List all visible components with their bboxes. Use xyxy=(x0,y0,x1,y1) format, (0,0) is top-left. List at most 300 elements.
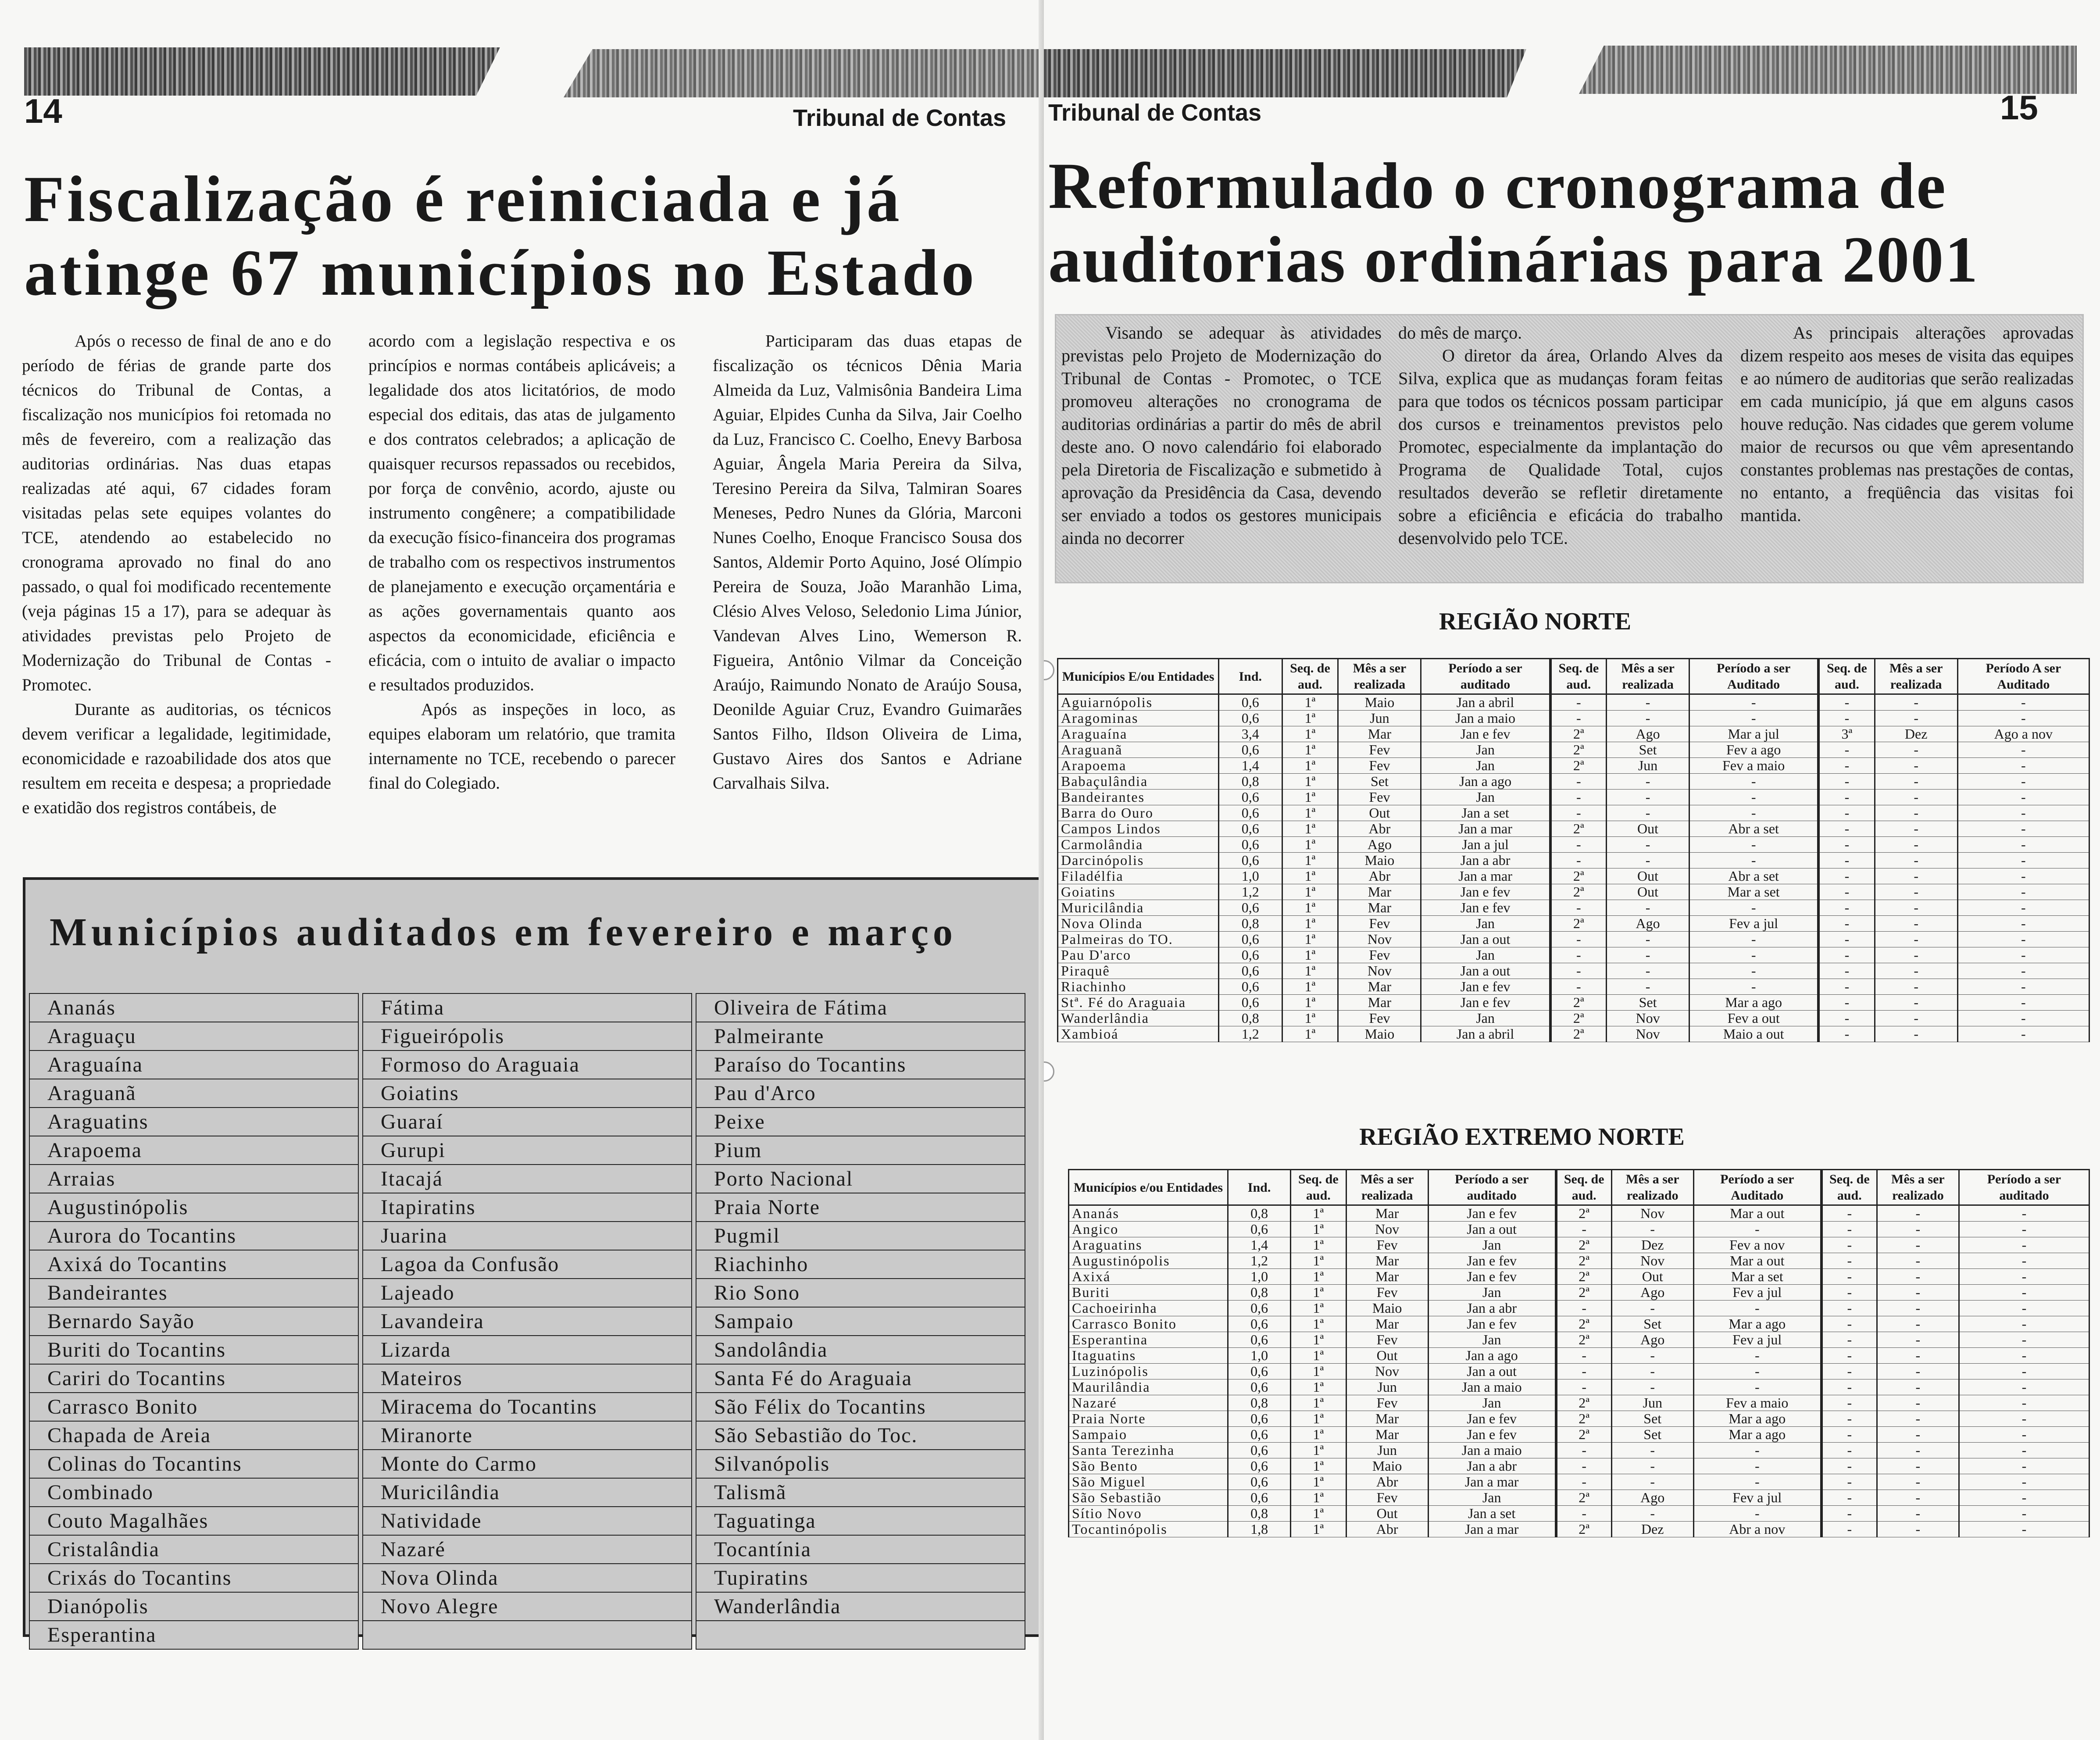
municipality-cell: Bandeirantes xyxy=(29,1278,359,1308)
table-cell: - xyxy=(1877,1427,1959,1443)
table-cell: 1ª xyxy=(1282,837,1338,853)
table-cell: 2ª xyxy=(1550,821,1607,837)
paragraph: acordo com a legislação respectiva e os princípios e normas contábeis aplicáveis; a legalidade dos atos licitatórios, de modo especial dos editais, das atas de julgamento e dos contratos celebrados; a aplicação de quaisquer recursos repassados ou recebidos, por força de convênio, acordo, ajuste ou instrumento congênere; a compatibilidade da execução físico-financeira dos programas de trabalho com os respectivos instrumentos de planejamento e execução orçamentária e as ações governamentais quanto aos aspectos da economicidade, eficiência e eficácia, com o intuito de avaliar o impacto e resultados produzidos. xyxy=(368,332,675,694)
municipality-name-cell: Araguanã xyxy=(1058,742,1219,758)
table-cell: 0,6 xyxy=(1228,1316,1291,1332)
table-cell: Maio xyxy=(1338,853,1421,868)
table-cell: Nov xyxy=(1338,963,1421,979)
table-cell: Nov xyxy=(1346,1222,1428,1237)
table-cell: - xyxy=(1550,853,1607,868)
table-cell: Mar xyxy=(1346,1269,1428,1285)
page-number: 15 xyxy=(2000,88,2038,127)
table-cell: Out xyxy=(1346,1506,1428,1522)
table-cell: - xyxy=(1821,1253,1877,1269)
municipality-cell: Carrasco Bonito xyxy=(29,1392,359,1422)
table-cell: Set xyxy=(1607,742,1689,758)
table-cell: Jan e fev xyxy=(1428,1269,1556,1285)
municipality-name-cell: Itaguatins xyxy=(1069,1348,1228,1364)
table-cell: - xyxy=(1957,995,2089,1011)
table-cell: Ago xyxy=(1611,1285,1693,1301)
municipality-cell: Porto Nacional xyxy=(696,1164,1025,1193)
table-cell: 0,6 xyxy=(1218,711,1282,726)
table-cell: 1,8 xyxy=(1228,1522,1291,1537)
table-cell: - xyxy=(1818,837,1875,853)
table-cell: Nov xyxy=(1607,1011,1689,1026)
table-cell: - xyxy=(1877,1348,1959,1364)
table-cell: Fev a jul xyxy=(1693,1332,1821,1348)
municipality-name-cell: Cachoeirinha xyxy=(1069,1301,1228,1316)
table-cell: - xyxy=(1957,947,2089,963)
table-cell: Mar xyxy=(1338,884,1421,900)
municipality-name-cell: Augustinópolis xyxy=(1069,1253,1228,1269)
table-cell: - xyxy=(1959,1522,2089,1537)
table-cell: - xyxy=(1821,1285,1877,1301)
table-row xyxy=(1069,1285,2089,1301)
table-cell: - xyxy=(1607,805,1689,821)
municipality-name-cell: Santa Terezinha xyxy=(1069,1443,1228,1458)
municipality-cell: Gurupi xyxy=(362,1136,692,1165)
paragraph: Participaram das duas etapas de fiscalização os técnicos Dênia Maria Almeida da Luz, Valmisônia Bandeira Lima Aguiar, Elpides Cunha da Silva, Jair Coelho da Luz, Francisco C. Coelho, Enevy Barbosa Aguiar, Ângela Maria Pereira da Silva, Teresino Pereira da Silva, Talmiran Soares Meneses, Pedro Nunes da Glória, Marconi Nunes Coelho, Enoque Francisco Sousa dos Santos, Aldemir Porto Aquino, José Olímpio Pereira de Souza, João Maranhão Lima, Clésio Alves Veloso, Seledonio Lima Júnior, Vandevan Alves Lino, Wemerson R. Figueira, Antônio Vilmar da Conceição Araújo, Raimundo Nonato de Araújo Sousa, Deonilde Aguiar Cruz, Evandro Guimarães Santos Filho, Ildson Oliveira de Lima, Gustavo Aires dos Santos e Adriane Carvalhais Silva. xyxy=(713,332,1022,793)
intro-box xyxy=(1055,314,2084,583)
table-row xyxy=(1069,1332,2089,1348)
table-cell: - xyxy=(1550,711,1607,726)
table-cell: - xyxy=(1689,774,1819,790)
table-cell: 0,6 xyxy=(1218,947,1282,963)
table-cell: Fev xyxy=(1346,1285,1428,1301)
table-cell: Fev a maio xyxy=(1693,1395,1821,1411)
column-header: Período a ser Auditado xyxy=(1693,1170,1821,1205)
municipalities-column-3 xyxy=(696,994,1025,1650)
table-cell: - xyxy=(1689,711,1819,726)
table-cell: Mar xyxy=(1346,1411,1428,1427)
table-cell: - xyxy=(1550,837,1607,853)
municipality-name-cell: Carrasco Bonito xyxy=(1069,1316,1228,1332)
municipalities-column-2 xyxy=(362,994,692,1650)
paragraph: O diretor da área, Orlando Alves da Silva, explica que as mudanças foram feitas para que todos os técnicos possam participar dos cursos e treinamentos previstos pelo Promotec, especialmente da implantação do Programa de Qualidade Total, cujos resultados deverão se refletir diretamente sobre a eficiência e eficácia do trabalho desenvolvido pelo TCE. xyxy=(1398,346,1723,548)
municipality-name-cell: São Bento xyxy=(1069,1458,1228,1474)
paragraph: Após as inspeções in loco, as equipes elaboram um relatório, que tramita internamente no TCE, recebendo o parecer final do Colegiado. xyxy=(368,700,675,793)
municipality-name-cell: Sampaio xyxy=(1069,1427,1228,1443)
table-cell: Dez xyxy=(1611,1237,1693,1253)
table-row xyxy=(1058,916,2089,932)
staple-hole xyxy=(1044,1061,1054,1082)
table-row xyxy=(1058,995,2089,1011)
municipality-cell: Peixe xyxy=(696,1107,1025,1136)
column-header: Período A ser Auditado xyxy=(1957,659,2089,694)
table-cell: - xyxy=(1689,694,1819,711)
table-cell: - xyxy=(1821,1237,1877,1253)
municipality-cell: Wanderlândia xyxy=(696,1592,1025,1621)
table-cell: 0,8 xyxy=(1218,1011,1282,1026)
table-cell: Fev xyxy=(1346,1332,1428,1348)
table-cell: 1ª xyxy=(1291,1506,1346,1522)
table-cell: - xyxy=(1818,868,1875,884)
table-cell: - xyxy=(1818,1011,1875,1026)
table-cell: - xyxy=(1957,837,2089,853)
table-cell: Ago a nov xyxy=(1957,726,2089,742)
municipality-name-cell: Ananás xyxy=(1069,1205,1228,1222)
table-cell: Jan a abr xyxy=(1428,1301,1556,1316)
table-cell: 2ª xyxy=(1550,758,1607,774)
table-cell: - xyxy=(1821,1379,1877,1395)
paragraph: Após o recesso de final de ano e do período de férias de grande parte dos técnicos do Tribunal de Contas, a fiscalização nos municípios foi retomada no mês de fevereiro, com a realização das auditorias ordinárias. Nas duas etapas realizadas até aqui, 67 cidades foram visitadas pelas sete equipes volantes do TCE, atendendo ao estabelecido no cronograma aprovado no final do ano passado, o qual foi modificado recentemente (veja páginas 15 a 17), para se adequar às atividades previstas pelo Projeto de Modernização do Tribunal de Contas - Promotec. xyxy=(22,332,331,694)
table-cell: - xyxy=(1877,1379,1959,1395)
table-cell: 0,6 xyxy=(1228,1458,1291,1474)
table-cell: 1ª xyxy=(1282,726,1338,742)
table-cell: - xyxy=(1818,853,1875,868)
table-cell: - xyxy=(1959,1395,2089,1411)
table-cell: 1,4 xyxy=(1218,758,1282,774)
table-cell: 1ª xyxy=(1282,774,1338,790)
table-row xyxy=(1069,1348,2089,1364)
table-cell: 0,6 xyxy=(1228,1474,1291,1490)
table-cell: - xyxy=(1959,1332,2089,1348)
table-cell: - xyxy=(1877,1443,1959,1458)
table-cell: Mar a jul xyxy=(1689,726,1819,742)
table-row xyxy=(1058,837,2089,853)
municipality-name-cell: Esperantina xyxy=(1069,1332,1228,1348)
intro-column-3 xyxy=(1740,322,2074,527)
table-cell: - xyxy=(1821,1474,1877,1490)
table-cell: 1ª xyxy=(1291,1205,1346,1222)
municipality-cell: Riachinho xyxy=(696,1250,1025,1279)
table-cell: - xyxy=(1877,1411,1959,1427)
municipality-cell: Praia Norte xyxy=(696,1193,1025,1222)
table-cell: 0,6 xyxy=(1218,932,1282,947)
table-cell: - xyxy=(1957,821,2089,837)
table-cell: 1ª xyxy=(1291,1490,1346,1506)
table-cell: Jun xyxy=(1346,1443,1428,1458)
table-cell: - xyxy=(1689,805,1819,821)
municipality-cell: Araguatins xyxy=(29,1107,359,1136)
table-cell: Fev a out xyxy=(1689,1011,1819,1026)
table-row xyxy=(1069,1269,2089,1285)
table-cell: - xyxy=(1818,758,1875,774)
table-cell: - xyxy=(1611,1458,1693,1474)
table-cell: - xyxy=(1959,1490,2089,1506)
table-cell: - xyxy=(1550,947,1607,963)
table-cell: 1ª xyxy=(1291,1443,1346,1458)
table-cell: 0,8 xyxy=(1228,1395,1291,1411)
municipality-cell: Lajeado xyxy=(362,1278,692,1308)
table-row xyxy=(1058,726,2089,742)
table-cell: Out xyxy=(1346,1348,1428,1364)
municipality-name-cell: Praia Norte xyxy=(1069,1411,1228,1427)
table-cell: 1ª xyxy=(1282,979,1338,995)
headline-line-2: auditorias ordinárias para 2001 xyxy=(1048,223,1979,296)
table-cell: 0,6 xyxy=(1218,853,1282,868)
table-cell: 1ª xyxy=(1282,821,1338,837)
municipality-cell: Crixás do Tocantins xyxy=(29,1563,359,1593)
box-title: Municípios auditados em fevereiro e março xyxy=(50,911,957,954)
table-cell: 2ª xyxy=(1550,726,1607,742)
table-cell: 0,6 xyxy=(1228,1411,1291,1427)
table-cell: Jan a out xyxy=(1421,932,1550,947)
table-cell: 1,2 xyxy=(1218,884,1282,900)
table-row xyxy=(1058,853,2089,868)
table-cell: Jan e fev xyxy=(1421,726,1550,742)
table-cell: Abr a set xyxy=(1689,821,1819,837)
table-row xyxy=(1058,805,2089,821)
table-cell: 1ª xyxy=(1291,1379,1346,1395)
table-cell: Fev xyxy=(1338,758,1421,774)
page-number: 14 xyxy=(24,92,62,130)
table-cell: - xyxy=(1957,979,2089,995)
table-header-row xyxy=(1069,1170,2089,1205)
municipality-cell: Aurora do Tocantins xyxy=(29,1221,359,1251)
table-row xyxy=(1069,1379,2089,1395)
table-cell: - xyxy=(1957,853,2089,868)
table-cell: Jan a out xyxy=(1421,963,1550,979)
table-cell: 1ª xyxy=(1291,1411,1346,1427)
municipality-cell: Araguaína xyxy=(29,1050,359,1079)
table-cell: 1ª xyxy=(1291,1364,1346,1379)
table-cell: 1ª xyxy=(1282,1011,1338,1026)
table-cell: - xyxy=(1875,758,1957,774)
table-cell: - xyxy=(1611,1222,1693,1237)
table-cell: - xyxy=(1875,884,1957,900)
municipality-cell: Miracema do Tocantins xyxy=(362,1392,692,1422)
header-band-left xyxy=(24,47,500,96)
municipality-name-cell: Palmeiras do TO. xyxy=(1058,932,1219,947)
table-cell: 2ª xyxy=(1556,1285,1612,1301)
table-cell: - xyxy=(1818,694,1875,711)
municipality-cell: Nazaré xyxy=(362,1535,692,1564)
table-cell: - xyxy=(1693,1348,1821,1364)
table-cell: - xyxy=(1957,932,2089,947)
municipality-cell: Figueirópolis xyxy=(362,1022,692,1051)
table-cell: Nov xyxy=(1607,1026,1689,1042)
headline xyxy=(24,162,977,310)
table-cell: - xyxy=(1607,963,1689,979)
table-cell: 1ª xyxy=(1282,711,1338,726)
table-cell: 2ª xyxy=(1556,1205,1612,1222)
table-cell: Mar xyxy=(1338,900,1421,916)
table-cell: - xyxy=(1877,1364,1959,1379)
table-row xyxy=(1069,1253,2089,1269)
municipality-cell: Novo Alegre xyxy=(362,1592,692,1621)
table-cell: - xyxy=(1959,1379,2089,1395)
municipality-cell xyxy=(696,1620,1025,1650)
table-cell: - xyxy=(1877,1490,1959,1506)
table-row xyxy=(1058,742,2089,758)
table-cell: Jan a set xyxy=(1428,1506,1556,1522)
table-row xyxy=(1058,884,2089,900)
table-cell: 2ª xyxy=(1550,995,1607,1011)
municipality-cell: Esperantina xyxy=(29,1620,359,1650)
table-cell: 1ª xyxy=(1282,805,1338,821)
municipality-name-cell: Piraquê xyxy=(1058,963,1219,979)
column-header: Municípios e/ou Entidades xyxy=(1069,1170,1228,1205)
table-cell: - xyxy=(1821,1269,1877,1285)
municipality-cell: Fátima xyxy=(362,993,692,1022)
paragraph: Durante as auditorias, os técnicos devem verificar a legalidade, legitimidade, economicidade e razoabilidade dos atos que resultem em receita e despesa; a propriedade e exatidão dos registros contábeis, de xyxy=(22,700,331,817)
table-cell: 0,6 xyxy=(1218,837,1282,853)
municipality-cell: Pugmil xyxy=(696,1221,1025,1251)
table-cell: - xyxy=(1821,1411,1877,1427)
table-cell: Abr a set xyxy=(1689,868,1819,884)
municipality-name-cell: Muricilândia xyxy=(1058,900,1219,916)
table-cell: - xyxy=(1875,853,1957,868)
municipality-cell: Itacajá xyxy=(362,1164,692,1193)
table-cell: Fev xyxy=(1338,790,1421,805)
table-cell: - xyxy=(1607,837,1689,853)
municipality-name-cell: São Sebastião xyxy=(1069,1490,1228,1506)
municipality-cell: São Félix do Tocantins xyxy=(696,1392,1025,1422)
municipality-cell: Dianópolis xyxy=(29,1592,359,1621)
table-cell: - xyxy=(1550,979,1607,995)
table-cell: Fev a jul xyxy=(1689,916,1819,932)
table-cell: Jan xyxy=(1428,1490,1556,1506)
table-cell: - xyxy=(1556,1443,1612,1458)
table-row xyxy=(1069,1506,2089,1522)
table-cell: Mar a out xyxy=(1693,1205,1821,1222)
table-cell: 0,6 xyxy=(1218,995,1282,1011)
table-cell: Ago xyxy=(1611,1490,1693,1506)
table-cell: Maio xyxy=(1346,1458,1428,1474)
table-cell: - xyxy=(1821,1395,1877,1411)
table-cell: 1ª xyxy=(1291,1222,1346,1237)
municipality-cell: Araguanã xyxy=(29,1079,359,1108)
table-row xyxy=(1058,1026,2089,1042)
municipality-cell: Oliveira de Fátima xyxy=(696,993,1025,1022)
table-cell: - xyxy=(1875,774,1957,790)
table-cell: - xyxy=(1957,790,2089,805)
table-row xyxy=(1058,947,2089,963)
table-cell: - xyxy=(1875,790,1957,805)
table-cell: - xyxy=(1957,742,2089,758)
table-row xyxy=(1058,1011,2089,1026)
table-cell: 2ª xyxy=(1556,1269,1612,1285)
table-cell: Nov xyxy=(1338,932,1421,947)
table-cell: Jan e fev xyxy=(1421,979,1550,995)
table-cell: - xyxy=(1957,916,2089,932)
table-cell: Mar a ago xyxy=(1693,1427,1821,1443)
table-cell: - xyxy=(1875,711,1957,726)
municipality-cell: Sampaio xyxy=(696,1307,1025,1336)
municipality-cell: Rio Sono xyxy=(696,1278,1025,1308)
municipality-name-cell: Wanderlândia xyxy=(1058,1011,1219,1026)
table-cell: Jan a out xyxy=(1428,1222,1556,1237)
table-cell: Jan xyxy=(1421,916,1550,932)
table-cell: Jan a maio xyxy=(1421,711,1550,726)
table-cell: Jan xyxy=(1428,1395,1556,1411)
headline-line-2: atinge 67 municípios no Estado xyxy=(24,236,977,309)
municipality-cell: Colinas do Tocantins xyxy=(29,1449,359,1479)
municipality-cell: Combinado xyxy=(29,1478,359,1507)
table-cell: - xyxy=(1877,1506,1959,1522)
table-cell: Out xyxy=(1611,1269,1693,1285)
table-cell: Set xyxy=(1611,1316,1693,1332)
table-cell: - xyxy=(1959,1222,2089,1237)
table-cell: - xyxy=(1875,979,1957,995)
table-cell: 1,0 xyxy=(1218,868,1282,884)
table-cell: - xyxy=(1957,758,2089,774)
table-cell: - xyxy=(1689,790,1819,805)
table-cell: 1ª xyxy=(1282,995,1338,1011)
table-cell: - xyxy=(1689,853,1819,868)
table-cell: - xyxy=(1877,1205,1959,1222)
table-cell: 1ª xyxy=(1291,1237,1346,1253)
table-row xyxy=(1058,694,2089,711)
table-cell: Fev xyxy=(1346,1395,1428,1411)
table-cell: - xyxy=(1818,963,1875,979)
table-row xyxy=(1069,1427,2089,1443)
table-cell: - xyxy=(1689,932,1819,947)
table-cell: 1ª xyxy=(1282,868,1338,884)
table-cell: - xyxy=(1821,1316,1877,1332)
table-cell: Mar a ago xyxy=(1693,1411,1821,1427)
table-cell: Maio xyxy=(1346,1301,1428,1316)
table-cell: Jun xyxy=(1607,758,1689,774)
column-header: Ind. xyxy=(1228,1170,1291,1205)
table-cell: - xyxy=(1877,1474,1959,1490)
municipality-name-cell: Nazaré xyxy=(1069,1395,1228,1411)
table-row xyxy=(1058,963,2089,979)
table-cell: Mar xyxy=(1346,1316,1428,1332)
table-cell: Out xyxy=(1607,821,1689,837)
table-cell: - xyxy=(1611,1348,1693,1364)
table-cell: Set xyxy=(1607,995,1689,1011)
table-cell: - xyxy=(1877,1395,1959,1411)
table-cell: Jan xyxy=(1421,742,1550,758)
table-cell: Jan a out xyxy=(1428,1364,1556,1379)
table-cell: 1ª xyxy=(1291,1458,1346,1474)
table-cell: - xyxy=(1818,916,1875,932)
table-row xyxy=(1058,821,2089,837)
municipality-name-cell: Araguatins xyxy=(1069,1237,1228,1253)
table-cell: - xyxy=(1875,805,1957,821)
table-cell: Out xyxy=(1338,805,1421,821)
table-cell: Dez xyxy=(1611,1522,1693,1537)
table-cell: Jan a abril xyxy=(1421,694,1550,711)
municipality-cell: Monte do Carmo xyxy=(362,1449,692,1479)
table-cell: - xyxy=(1693,1506,1821,1522)
table-cell: Fev a jul xyxy=(1693,1490,1821,1506)
table-row xyxy=(1069,1395,2089,1411)
table-cell: - xyxy=(1959,1458,2089,1474)
table-cell: 0,8 xyxy=(1228,1506,1291,1522)
municipality-cell: Pium xyxy=(696,1136,1025,1165)
table-cell: - xyxy=(1607,694,1689,711)
municipality-cell: Arraias xyxy=(29,1164,359,1193)
table-cell: - xyxy=(1818,979,1875,995)
table-cell: - xyxy=(1875,1011,1957,1026)
municipality-cell xyxy=(362,1620,692,1650)
municipality-name-cell: Sítio Novo xyxy=(1069,1506,1228,1522)
table-cell: - xyxy=(1875,742,1957,758)
municipality-cell: Tupiratins xyxy=(696,1563,1025,1593)
municipality-name-cell: Xambioá xyxy=(1058,1026,1219,1042)
intro-column-2 xyxy=(1398,322,1723,550)
table-cell: 3,4 xyxy=(1218,726,1282,742)
table-cell: - xyxy=(1611,1443,1693,1458)
municipality-cell: Buriti do Tocantins xyxy=(29,1335,359,1365)
column-header: Seq. de aud. xyxy=(1291,1170,1346,1205)
article-column-1 xyxy=(22,329,331,820)
municipality-cell: Palmeirante xyxy=(696,1022,1025,1051)
column-header: Mês a ser realizada xyxy=(1346,1170,1428,1205)
table-cell: Jan a mar xyxy=(1428,1474,1556,1490)
table-cell: Jan xyxy=(1421,790,1550,805)
table-cell: Jun xyxy=(1338,711,1421,726)
table-cell: - xyxy=(1693,1379,1821,1395)
table-cell: - xyxy=(1556,1348,1612,1364)
municipality-cell: Pau d'Arco xyxy=(696,1079,1025,1108)
table-cell: 1ª xyxy=(1282,790,1338,805)
municipalities-box xyxy=(23,877,1041,1647)
running-head: Tribunal de Contas xyxy=(793,105,1007,131)
